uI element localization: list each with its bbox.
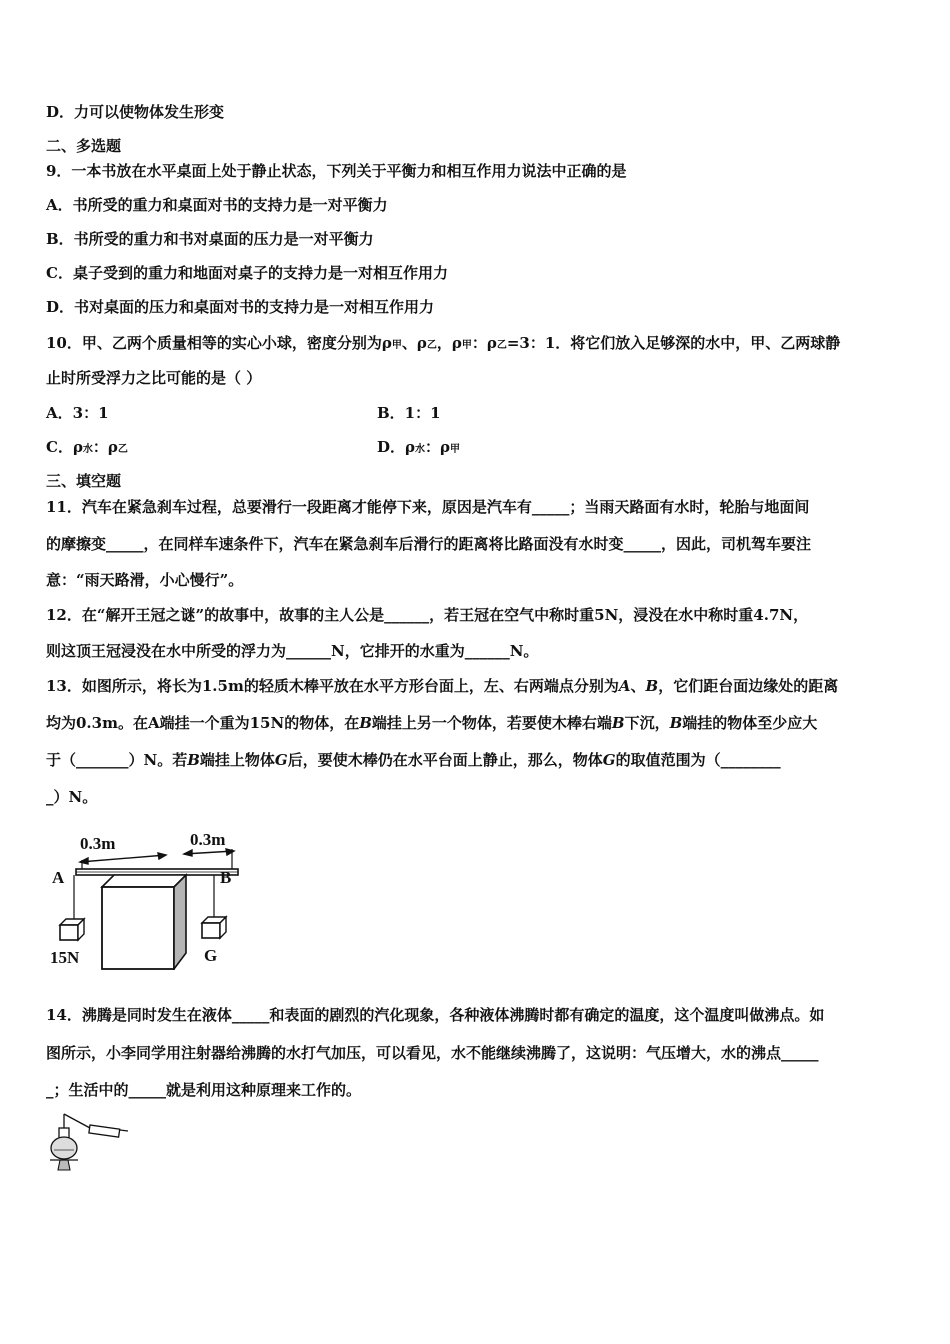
dim-left-label: 0.3m (80, 834, 116, 853)
q14-line3: _；生活中的_____就是利用这种原理来工作的。 (46, 1081, 362, 1099)
q13-line1: 13．如图所示，将长为1.5m的轻质木棒平放在水平方形台面上，左、右两端点分别为A、B，它们距台面边缘处的距离 (46, 677, 839, 695)
q10-stem-line2: 止时所受浮力之比可能的是（ ） (46, 369, 262, 387)
q9-option-d: D．书对桌面的压力和桌面对书的支持力是一对相互作用力 (46, 298, 435, 316)
q10-option-a: A．3：1 (46, 404, 109, 422)
q10-option-c: C．ρ水：ρ乙 (46, 438, 128, 456)
section-heading-multiple-choice: 二、多选题 (46, 137, 122, 155)
q14-line1: 14．沸腾是同时发生在液体_____和表面的剧烈的汽化现象，各种液体沸腾时都有确定的温度，这个温度叫做沸点。如 (46, 1006, 825, 1024)
q13-line4: _）N。 (46, 788, 98, 806)
section-heading-fill-blank: 三、填空题 (46, 472, 122, 490)
weight-left-label: 15N (50, 948, 80, 967)
q11-line3: 意：“雨天路滑，小心慢行”。 (46, 571, 244, 589)
q12-line1: 12．在“解开王冠之谜”的故事中，故事的主人公是______，若王冠在空气中称时重5N，浸没在水中称时重4.7N， (46, 606, 809, 624)
q9-option-a: A．书所受的重力和桌面对书的支持力是一对平衡力 (46, 196, 388, 214)
q10-option-d: D．ρ水：ρ甲 (377, 438, 460, 456)
dimension-arrow-left (80, 853, 166, 864)
q9-option-b: B．书所受的重力和书对桌面的压力是一对平衡力 (46, 230, 374, 248)
q12-line2: 则这顶王冠浸没在水中所受的浮力为______N，它排开的水重为______N。 (46, 642, 539, 660)
burner-icon (50, 1160, 78, 1170)
table-block (102, 875, 186, 969)
weight-right-box (202, 923, 220, 938)
dim-right-label: 0.3m (190, 830, 226, 849)
dimension-arrow-right (184, 849, 234, 856)
lever-table-figure (46, 825, 246, 970)
q13-line2: 均为0.3m。在A端挂一个重为15N的物体，在B端挂上另一个物体，若要使木棒右端B下沉，B端挂的物体至少应大 (46, 714, 818, 732)
label-a: A (52, 868, 65, 887)
q14-line2: 图所示，小李同学用注射器给沸腾的水打气加压，可以看见，水不能继续沸腾了，这说明：气压增大，水的沸点_____ (46, 1044, 819, 1062)
q10-option-b: B．1：1 (377, 404, 441, 422)
label-b: B (220, 868, 232, 887)
weight-right-label: G (204, 946, 218, 965)
q10-stem-line1: 10．甲、乙两个质量相等的实心小球，密度分别为ρ甲、ρ乙，ρ甲：ρ乙=3：1．将它们放入足够深的水中，甲、乙两球静 (46, 334, 841, 352)
flask-icon (51, 1128, 77, 1159)
q8-option-d: D．力可以使物体发生形变 (46, 103, 225, 121)
q11-line2: 的摩擦变_____，在同样车速条件下，汽车在紧急刹车后滑行的距离将比路面没有水时变_____，因此，司机驾车要注 (46, 535, 812, 553)
weight-left-box (60, 925, 78, 940)
syringe-flask-figure (44, 1110, 134, 1174)
q9-option-c: C．桌子受到的重力和地面对桌子的支持力是一对相互作用力 (46, 264, 448, 282)
q9-stem: 9．一本书放在水平桌面上处于静止状态，下列关于平衡力和相互作用力说法中正确的是 (46, 162, 627, 180)
syringe-icon (64, 1114, 128, 1137)
q13-line3: 于（_______）N。若B端挂上物体G后，要使木棒仍在水平台面上静止，那么，物体G的取值范围为（________ (46, 751, 781, 769)
q11-line1: 11．汽车在紧急刹车过程，总要滑行一段距离才能停下来，原因是汽车有_____；当雨天路面有水时，轮胎与地面间 (46, 498, 810, 516)
